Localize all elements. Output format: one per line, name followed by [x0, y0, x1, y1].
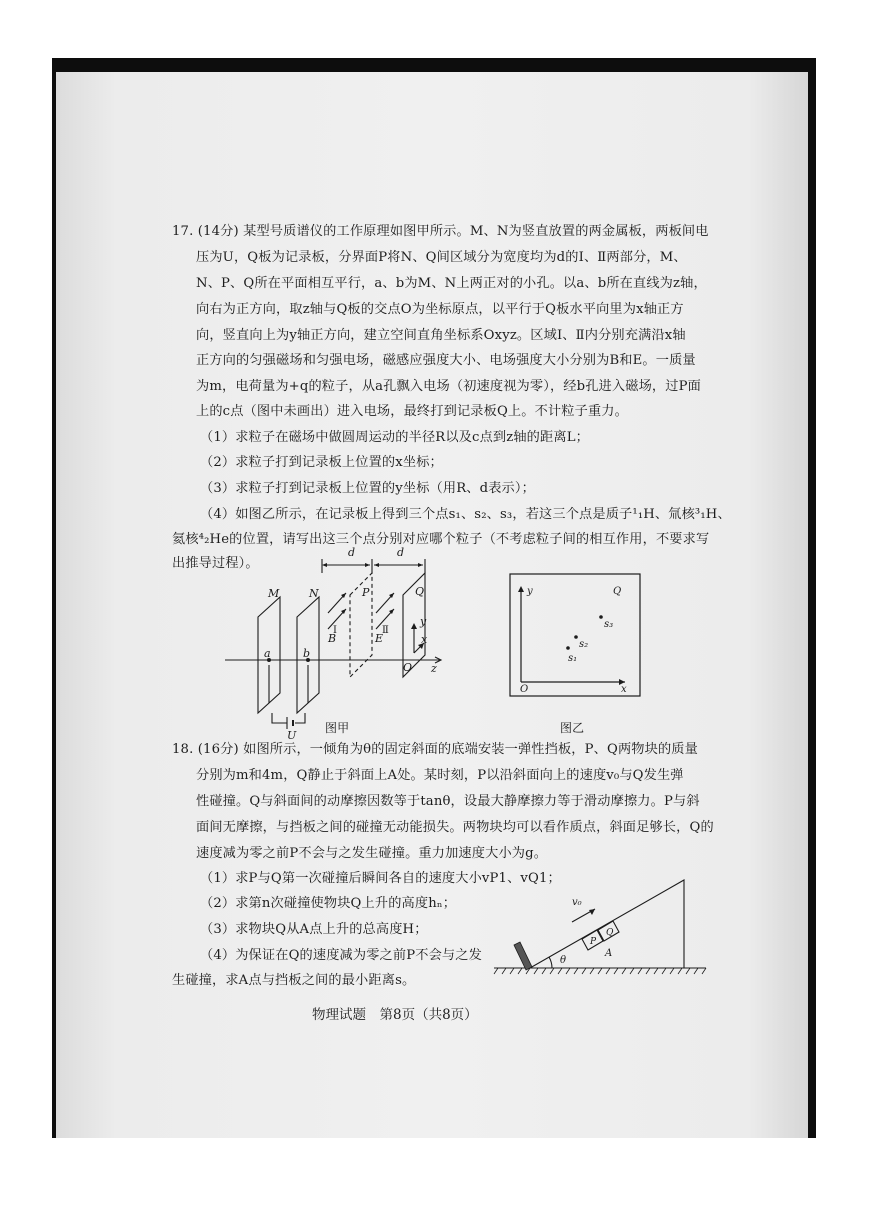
q17-subquestion-4-cont: 氦核⁴₂He的位置，请写出这三个点分别对应哪个粒子（不考虑粒子间的相互作用，不要求写: [172, 532, 710, 547]
q17-subquestion-4: （4）如图乙所示，在记录板上得到三个点s₁、s₂、s₃，若这三个点是质子¹₁H、氚核³₁H、: [200, 507, 731, 522]
q17-line: 向，竖直向上为y轴正方向，建立空间直角坐标系Oxyz。区域Ⅰ、Ⅱ内分别充满沿x轴: [196, 328, 686, 343]
label-Q: Q: [415, 585, 425, 598]
label-P: P: [362, 586, 370, 599]
q18-subquestion-2: （2）求第n次碰撞使物块Q上升的高度hₙ；: [200, 896, 457, 911]
q18-line: 性碰撞。Q与斜面间的动摩擦因数等于tanθ，设最大静摩擦力等于滑动摩擦力。P与斜: [196, 794, 700, 809]
point-s3: [599, 615, 603, 619]
label-a: a: [264, 647, 271, 660]
label-region-1: Ⅰ: [333, 625, 337, 636]
label-B: B: [328, 632, 337, 645]
label-O: O: [403, 661, 413, 674]
q17-subquestion-3: （3）求粒子打到记录板上位置的y坐标（用R、d表示）；: [200, 481, 535, 496]
q18-line: 面间无摩擦，与挡板之间的碰撞无动能损失。两物块均可以看作质点，斜面足够长，Q的: [196, 820, 714, 835]
label-b: b: [303, 647, 311, 660]
q17-line: 上的c点（图中未画出）进入电场，最终打到记录板Q上。不计粒子重力。: [196, 404, 628, 419]
label-s2: s₂: [579, 639, 589, 650]
point-s2: [574, 635, 578, 639]
label-E: E: [375, 632, 384, 645]
label-A: A: [605, 948, 613, 959]
label-y: y: [527, 586, 533, 597]
label-s3: s₃: [604, 619, 614, 630]
q18-subquestion-4-cont: 生碰撞，求A点与挡板之间的最小距离s。: [172, 973, 416, 988]
figure-b-caption: 图乙: [560, 721, 585, 735]
q18-line: 分别为m和4m，Q静止于斜面上A处。某时刻，P以沿斜面向上的速度v₀与Q发生弹: [196, 768, 684, 783]
label-U: U: [287, 729, 297, 740]
q18-line: 18. (16分) 如图所示，一倾角为θ的固定斜面的底端安装一弹性挡板，P、Q两物块的质量: [172, 742, 698, 757]
q17-line: 向右为正方向，取z轴与Q板的交点O为坐标原点，以平行于Q板水平向里为x轴正方: [196, 302, 684, 317]
q18-line: 速度减为零之前P不会与之发生碰撞。重力加速度大小为g。: [196, 846, 548, 861]
q17-subquestion-1: （1）求粒子在磁场中做圆周运动的半径R以及c点到z轴的距离L；: [200, 430, 589, 445]
label-Q: Q: [606, 928, 614, 938]
label-z: z: [431, 662, 437, 675]
label-O: O: [520, 684, 529, 695]
q17-line: 压为U，Q板为记录板，分界面P将N、Q间区域分为宽度均为d的Ⅰ、Ⅱ两部分，M、: [196, 250, 687, 265]
q17-line: 17. (14分) 某型号质谱仪的工作原理如图甲所示。M、N为竖直放置的两金属板，两板间电: [172, 224, 709, 239]
label-x: x: [421, 633, 428, 646]
label-P: P: [590, 937, 597, 947]
q18-subquestion-4: （4）为保证在Q的速度减为零之前P不会与之发: [200, 948, 482, 963]
label-d: d: [397, 546, 405, 559]
q17-line: N、P、Q所在平面相互平行，a、b为M、N上两正对的小孔。以a、b所在直线为z轴，: [196, 276, 707, 291]
label-M: M: [268, 587, 280, 600]
q17-line: 正方向的匀强磁场和匀强电场，磁感应强度大小、电场强度大小分别为B和E。一质量: [196, 353, 696, 368]
label-N: N: [309, 587, 319, 600]
figure-a-caption: 图甲: [325, 721, 350, 735]
q18-subquestion-1: （1）求P与Q第一次碰撞后瞬间各自的速度大小vP1、vQ1；: [200, 871, 561, 886]
label-d: d: [348, 546, 356, 559]
label-s1: s₁: [568, 653, 578, 664]
figure-b-record-plate: [505, 570, 645, 700]
figure-incline: [492, 875, 712, 980]
q17-subquestion-4-cont: 出推导过程）。: [172, 556, 259, 571]
q17-line: 为m，电荷量为+q的粒子，从a孔飘入电场（初速度视为零），经b孔进入磁场，过P面: [196, 379, 701, 394]
q17-subquestion-2: （2）求粒子打到记录板上位置的x坐标；: [200, 455, 443, 470]
point-s1: [566, 646, 570, 650]
label-y: y: [420, 615, 427, 628]
label-v0: v₀: [572, 897, 582, 908]
q18-subquestion-3: （3）求物块Q从A点上升的总高度H；: [200, 922, 428, 937]
label-region-2: Ⅱ: [382, 625, 389, 636]
label-Q: Q: [613, 586, 622, 597]
label-x: x: [621, 684, 627, 695]
label-theta: θ: [560, 955, 567, 966]
figure-a-apparatus: [225, 545, 450, 740]
page-footer: 物理试题 第8页（共8页）: [312, 1007, 478, 1023]
